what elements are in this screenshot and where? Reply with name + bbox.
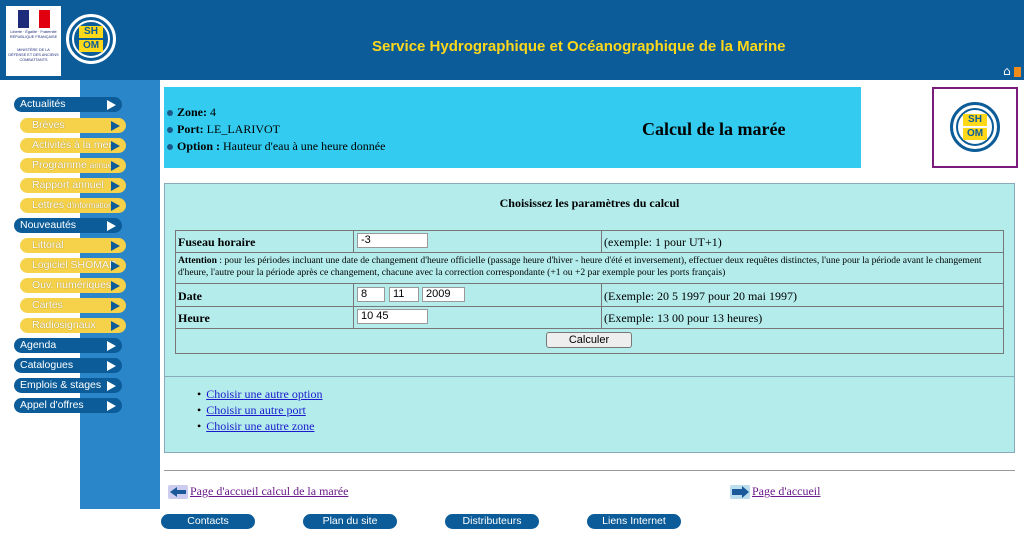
site-map-button[interactable]: Plan du site bbox=[303, 514, 397, 529]
arrow-right-icon bbox=[107, 401, 116, 411]
sidebar-item-agenda[interactable] bbox=[14, 338, 122, 353]
link-other-option[interactable] bbox=[197, 387, 323, 402]
sidebar-item-label: Rapport annuel bbox=[32, 179, 104, 191]
attention-label: Attention bbox=[178, 255, 217, 266]
arrow-right-icon bbox=[111, 241, 120, 251]
panel-divider bbox=[164, 376, 1015, 377]
sidebar-item-catalogues[interactable] bbox=[14, 358, 122, 373]
shom-logo[interactable] bbox=[66, 14, 116, 64]
sidebar-item-sublabel: annuel bbox=[89, 161, 114, 170]
sidebar-item-label: Agenda bbox=[20, 339, 57, 351]
sidebar-item-emplois-stages[interactable] bbox=[14, 378, 122, 393]
link-other-zone[interactable] bbox=[197, 419, 315, 434]
bullet-icon bbox=[167, 144, 173, 150]
sidebar-item-programme[interactable] bbox=[20, 158, 126, 173]
sidebar-item-label: Cartes bbox=[32, 299, 63, 311]
shom-logo-large bbox=[950, 102, 1000, 152]
link-other-option-text[interactable]: Choisir une autre option bbox=[206, 387, 323, 401]
sidebar-item-label: Littoral bbox=[32, 239, 64, 251]
date-label: Date bbox=[178, 289, 202, 303]
shom-logo-sh: SH bbox=[79, 26, 103, 38]
sidebar-item-label: Appel d'offres bbox=[20, 399, 84, 411]
sidebar-item-label: Brèves bbox=[32, 119, 65, 131]
port-info bbox=[167, 122, 280, 137]
zone-info bbox=[167, 105, 216, 120]
sidebar-item-label: Activités à la mer bbox=[32, 139, 112, 151]
arrow-right-icon bbox=[111, 181, 120, 191]
sidebar-item-rapport-annuel[interactable] bbox=[20, 178, 126, 193]
port-label: Port: bbox=[177, 122, 204, 136]
sidebar-item-nouveaut-s[interactable] bbox=[14, 218, 122, 233]
sidebar-item-label: Lettres bbox=[32, 199, 65, 211]
option-value: Hauteur d'eau à une heure donnée bbox=[223, 139, 386, 153]
arrow-right-icon bbox=[111, 141, 120, 151]
header-shortcuts bbox=[1003, 64, 1021, 78]
sidebar-item-label: Logiciel SHOMAR bbox=[32, 259, 117, 271]
home-link[interactable]: Page d'accueil bbox=[752, 484, 821, 498]
arrow-right-icon bbox=[111, 321, 120, 331]
arrow-right-icon bbox=[111, 121, 120, 131]
arrow-right-icon bbox=[111, 201, 120, 211]
sidebar-item-label: Radiosignaux bbox=[32, 319, 96, 331]
date-day-input[interactable]: 8 bbox=[357, 287, 385, 302]
zone-label: Zone: bbox=[177, 105, 207, 119]
sidebar-item-label: Nouveautés bbox=[20, 219, 77, 231]
port-value: LE_LARIVOT bbox=[206, 122, 280, 136]
heure-example: (Exemple: 13 00 pour 13 heures) bbox=[604, 311, 763, 325]
date-example: (Exemple: 20 5 1997 pour 20 mai 1997) bbox=[604, 289, 797, 303]
bullet-icon bbox=[167, 127, 173, 133]
ministere-text: MINISTÈRE DE LA DÉFENSE ET DES ANCIENS COMBATTANTS bbox=[8, 48, 59, 62]
sidebar-item-radiosignaux[interactable] bbox=[20, 318, 126, 333]
option-info bbox=[167, 139, 385, 154]
marianne-logo[interactable] bbox=[6, 6, 61, 76]
fuseau-label: Fuseau horaire bbox=[178, 235, 256, 249]
sidebar-item-label: Ouv. numériques bbox=[32, 279, 112, 291]
option-label: Option : bbox=[177, 139, 221, 153]
arrow-right-icon bbox=[107, 100, 116, 110]
republique-text: Liberté · Égalité · Fraternité RÉPUBLIQUE FRANÇAISE bbox=[9, 30, 58, 39]
home-icon[interactable]: ⌂ bbox=[1003, 64, 1011, 78]
link-other-port[interactable] bbox=[197, 403, 306, 418]
arrow-right-icon bbox=[111, 261, 120, 271]
fuseau-input[interactable]: -3 bbox=[357, 233, 428, 248]
date-month-input[interactable]: 11 bbox=[389, 287, 419, 302]
link-other-zone-text[interactable]: Choisir une autre zone bbox=[206, 419, 315, 433]
sidebar-item-sublabel: d'information bbox=[67, 201, 113, 210]
attention-text: : pour les périodes incluant une date de changement d'heure officielle (passage heure d'hiver - heure d'été et inversement), effectuer deux requêtes distinctes, l'une pour la période avant le changement d'heure, l'autre pour la période après ce changement, chacune avec la correction correspondante (+1 ou +2 par exemple pour les ports français) bbox=[178, 255, 982, 278]
sidebar-item-label: Actualités bbox=[20, 98, 66, 110]
contacts-button[interactable]: Contacts bbox=[161, 514, 255, 529]
arrow-right-icon bbox=[107, 221, 116, 231]
arrow-right-icon bbox=[107, 361, 116, 371]
back-to-tide-home-link[interactable]: Page d'accueil calcul de la marée bbox=[190, 484, 349, 498]
footer-divider bbox=[164, 470, 1015, 471]
shom-logo-om: OM bbox=[79, 40, 103, 52]
sidebar-item-appel-d-offres[interactable] bbox=[14, 398, 122, 413]
back-arrow-icon[interactable] bbox=[168, 485, 188, 499]
sidebar-item-actualit-s[interactable] bbox=[14, 97, 122, 112]
internet-links-button[interactable]: Liens Internet bbox=[587, 514, 681, 529]
sidebar-item-br-ves[interactable] bbox=[20, 118, 126, 133]
link-other-port-text[interactable]: Choisir un autre port bbox=[206, 403, 306, 417]
page-title: Calcul de la marée bbox=[642, 119, 786, 139]
arrow-right-icon bbox=[111, 161, 120, 171]
heure-label: Heure bbox=[178, 311, 210, 325]
sidebar-item-label: Emplois & stages bbox=[20, 379, 102, 391]
sidebar-item-lettres[interactable] bbox=[20, 198, 126, 213]
sidebar-item-logiciel-shomar[interactable] bbox=[20, 258, 126, 273]
sidebar-item-activit-s-la-mer[interactable] bbox=[20, 138, 126, 153]
sidebar-item-ouv-num-riques[interactable] bbox=[20, 278, 126, 293]
bullet-icon bbox=[167, 110, 173, 116]
rss-icon[interactable] bbox=[1014, 67, 1021, 77]
french-flag-icon bbox=[18, 10, 50, 28]
arrow-right-icon bbox=[107, 381, 116, 391]
sidebar-item-cartes[interactable] bbox=[20, 298, 126, 313]
heure-input[interactable]: 10 45 bbox=[357, 309, 428, 324]
sidebar-item-label: Catalogues bbox=[20, 359, 74, 371]
distributors-button[interactable]: Distributeurs bbox=[445, 514, 539, 529]
shom-logo-box bbox=[932, 87, 1018, 168]
date-year-input[interactable]: 2009 bbox=[422, 287, 465, 302]
sidebar-item-label: Programme bbox=[32, 159, 87, 171]
calculer-button[interactable]: Calculer bbox=[546, 332, 632, 348]
arrow-right-icon bbox=[107, 341, 116, 351]
form-title: Choisissez les paramètres du calcul bbox=[499, 196, 680, 210]
arrow-right-icon bbox=[111, 281, 120, 291]
site-title: Service Hydrographique et Océanographique de la Marine bbox=[372, 38, 786, 55]
attention-note bbox=[178, 255, 1000, 279]
shom-logo-large-om: OM bbox=[963, 128, 987, 140]
shom-logo-large-sh: SH bbox=[963, 114, 987, 126]
sidebar-item-littoral[interactable] bbox=[20, 238, 126, 253]
arrow-right-icon bbox=[111, 301, 120, 311]
zone-value: 4 bbox=[210, 105, 216, 119]
fuseau-example: (exemple: 1 pour UT+1) bbox=[604, 235, 722, 249]
home-arrow-icon[interactable] bbox=[730, 485, 750, 499]
